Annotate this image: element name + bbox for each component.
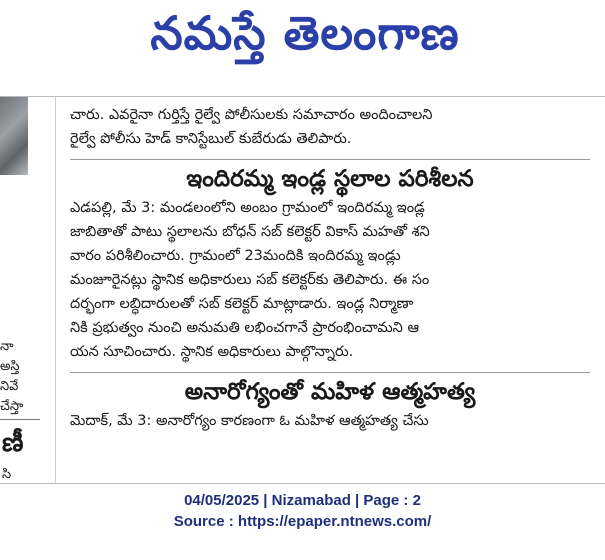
newspaper-page	[0, 96, 605, 484]
left-column-text	[0, 337, 40, 417]
left-column-headline: ణీ	[2, 428, 24, 458]
main-article-line: ఎడపల్లి, మే 3: మండలంలోని అంబం గ్రామంలో ఇందిరమ్మ ఇండ్ల	[70, 200, 425, 216]
main-article-line: వారం పరిశీలించారు. గ్రామంలో 23మందికి ఇందిరమ్మ ఇండ్లు	[70, 248, 401, 264]
main-article-line: యన సూచించారు. స్థానిక అధికారులు పాల్గొన్నారు.	[70, 344, 354, 360]
left-column-tail: సి	[2, 467, 12, 482]
left-column-line: నా	[0, 339, 14, 354]
footer-source-link[interactable]: Source : https://epaper.ntnews.com/	[173, 513, 432, 530]
article-divider	[70, 159, 590, 160]
main-article-line: నికి ప్రభుత్వం నుంచి అనుమతి లభించగానే ప్రారంభించామని ఆ	[70, 320, 420, 336]
masthead-title: నమస్తే తెలంగాణ	[150, 6, 460, 60]
column-rule	[55, 97, 56, 483]
prev-article-line: రైల్వే పోలీసు హెడ్ కానిస్టేబుల్ కుబేరుడు తెలిపారు.	[70, 131, 352, 147]
main-article-line: మంజూరైనట్లు స్థానిక అధికారులు సబ్ కలెక్టర్‌కు తెలిపారు. ఈ సం	[70, 272, 430, 288]
main-article-headline: ఇందిరమ్మ ఇండ్ల స్థలాల పరిశీలన	[186, 166, 474, 192]
left-column-line: చేస్తా	[0, 399, 24, 414]
left-column-line: నివే	[0, 379, 19, 394]
clipping-footer	[0, 490, 605, 532]
main-article-line: జాబితాతో పాటు స్థలాలను బోధన్ సబ్ కలెక్టర్ వికాస్ మహతో శని	[70, 224, 430, 240]
next-article-headline: అనారోగ్యంతో మహిళ ఆత్మహత్య	[184, 379, 476, 405]
prev-article-line: చారు. ఎవరైనా గుర్తిస్తే రైల్వే పోలీసులకు సమాచారం అందించాలని	[70, 107, 433, 123]
footer-date-edition-page: 04/05/2025 | Nizamabad | Page : 2	[184, 492, 421, 509]
left-column-line: అస్తి	[0, 359, 20, 374]
main-article-line: దర్భంగా లబ్ధిదారులతో సబ్ కలెక్టర్ మాట్లాడారు. ఇండ్ల నిర్మాణా	[70, 296, 414, 312]
article-column	[70, 97, 590, 433]
next-article-first-line: మెదాక్, మే 3: అనారోగ్యం కారణంగా ఓ మహిళ ఆత్మహత్య చేసు	[70, 413, 429, 429]
left-column-divider	[0, 419, 40, 420]
newspaper-masthead	[95, 8, 515, 70]
article-divider	[70, 372, 590, 373]
left-column-photo	[0, 97, 28, 175]
